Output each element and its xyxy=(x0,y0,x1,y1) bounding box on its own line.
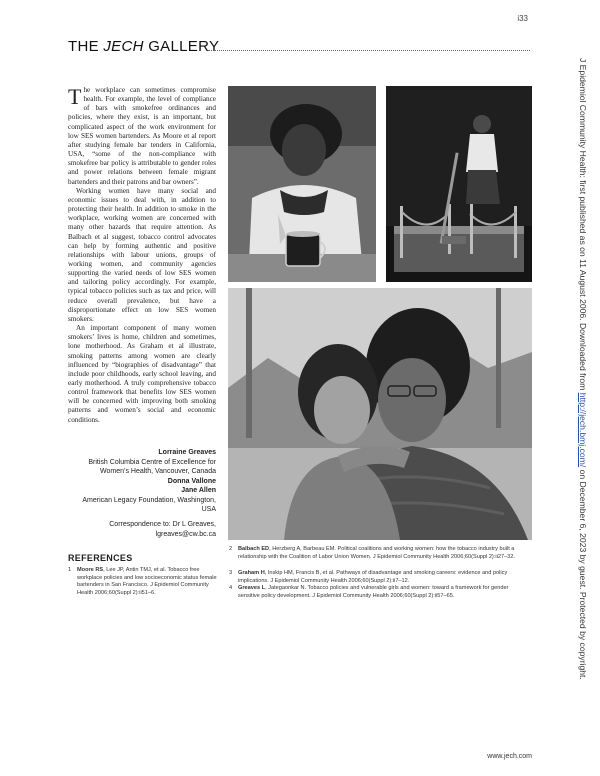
photo-mother-and-child xyxy=(228,288,532,540)
author-signature xyxy=(68,448,216,515)
page-title xyxy=(68,38,219,55)
drop-cap: T xyxy=(68,84,82,109)
title-jech: JECH xyxy=(103,38,144,55)
reference-rest: , Inskip HM, Francis B, et al. Pathways of disadvantage and smoking careers: evidence and policy implications. J Epidemiol Community Health 2006;60(Suppl 2):ii7–12. xyxy=(238,570,508,584)
reference-rest: , Lee JP, Antin TMJ, et al. Tobacco free workplace policies and low socioeconomic status female bartenders in San Francisco. J Epidemiol Community Health 2006;60(Suppl 2):ii51–6. xyxy=(77,567,217,596)
reference-authors: Greaves L xyxy=(238,585,266,591)
affiliation-1b: Women’s Health, Vancouver, Canada xyxy=(100,468,216,475)
reference-number: 3 xyxy=(229,570,233,576)
page-number: i33 xyxy=(517,14,528,23)
side-citation-after: on December 6, 2023 by guest. Protected by copyright. xyxy=(578,467,588,680)
references-heading: REFERENCES xyxy=(68,553,133,563)
reference-text xyxy=(77,567,218,597)
reference-item xyxy=(229,546,531,561)
reference-item xyxy=(68,567,218,597)
paragraph-1-text: he workplace can sometimes compromise health. For example, the level of compliance of bars with smokefree ordinances and policies, where they exist, is an important, but complicated aspect of the work environment for low SES women bartenders. As Moore et al report after studying female bar tenders in California, USA, “some of the non-compliance with smokefree bar policy is attributable to gender roles and power relations between female migrant bartenders and their patrons and bar owners”. xyxy=(68,86,216,186)
author-name-1: Lorraine Greaves xyxy=(158,449,216,456)
author-name-3: Jane Allen xyxy=(181,487,216,494)
reference-text xyxy=(238,546,531,561)
photo-bartender-pouring xyxy=(228,86,376,282)
side-citation-before: J Epidemiol Community Health: first published as on 11 August 2006. Downloaded from xyxy=(578,58,588,393)
affiliation-2a: American Legacy Foundation, Washington, xyxy=(82,496,216,504)
title-dotted-rule xyxy=(208,50,530,51)
reference-authors: Balbach ED xyxy=(238,546,270,552)
side-citation-link[interactable]: http://jech.bmj.com/ xyxy=(578,392,588,468)
correspondence xyxy=(68,520,216,539)
affiliation-1a: British Columbia Centre of Excellence for xyxy=(88,458,216,466)
reference-item xyxy=(229,585,531,600)
reference-rest: , Herzberg A, Barbeau EM. Political coalitions and working women: how the tobacco industry built a relationship with the Coalition of Labor Union Women. J Epidemiol Community Health 2006;60(Suppl 2):ii27–32. xyxy=(238,546,515,560)
title-gallery: GALLERY xyxy=(143,38,220,55)
reference-authors: Graham H xyxy=(238,570,265,576)
footer-url[interactable]: www.jech.com xyxy=(487,753,532,760)
affiliation-2b: USA xyxy=(201,506,216,513)
reference-authors: Moore RS xyxy=(77,567,104,573)
photo-mother-and-child-image xyxy=(228,288,532,540)
reference-item xyxy=(229,570,531,585)
photo-bartender-pouring-image xyxy=(228,86,376,282)
title-the: THE xyxy=(68,38,104,55)
photo-worker-vacuuming xyxy=(386,86,532,282)
article-body xyxy=(68,86,216,425)
reference-number: 1 xyxy=(68,567,72,573)
reference-text xyxy=(238,570,531,585)
paragraph-1 xyxy=(68,86,216,187)
photo-worker-vacuuming-image xyxy=(386,86,532,282)
reference-rest: , Jategaonkar N. Tobacco policies and vulnerable girls and women: toward a framework for gender sensitive policy development. J Epidemiol Community Health 2006;60(Suppl 2):ii57–65. xyxy=(238,585,509,599)
correspondence-email[interactable]: lgreaves@cw.bc.ca xyxy=(155,530,216,538)
author-name-2: Donna Vallone xyxy=(167,477,216,485)
side-citation-banner xyxy=(578,58,588,748)
correspondence-line: Correspondence to: Dr L Greaves, xyxy=(109,521,216,528)
paragraph-3: An important component of many women smokers’ lives is home, children and sometimes, lone motherhood. As Graham et al illustrate, smoking patterns among women are clearly influenced by “biographies of disadvantage” that include poor childhoods, early school leaving, and early motherhood. A truly comprehensive tobacco control framework that benefits low SES women will be concerned with improving both smoking patterns and women’s social and economic conditions. xyxy=(68,324,216,424)
reference-text xyxy=(238,585,531,600)
paragraph-2: Working women have many social and economic issues to deal with, in addition to protecting their health. In addition to smoke in the workplace, working women are concerned with many other hazards that require attention. As Balbach et al suggest, tobacco control advocates can help by forming authentic and positive relationships with labour unions, groups of working women, and community agencies supporting the varied needs of low SES women and tailoring policy accordingly. For example, typical tobacco policies such as tax and price, will reduce overall prevalence, but have a disproportionate effect on low SES women smokers. xyxy=(68,186,216,323)
reference-number: 4 xyxy=(229,585,233,591)
reference-number: 2 xyxy=(229,546,233,552)
